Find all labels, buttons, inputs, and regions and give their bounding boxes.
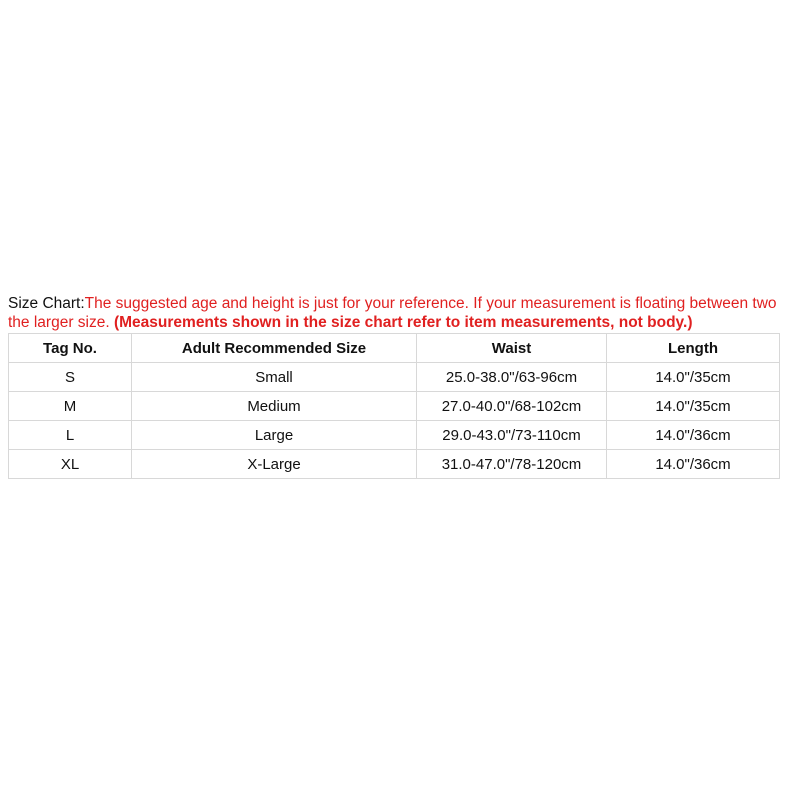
table-row	[9, 421, 780, 450]
cell-size: Medium	[132, 392, 417, 421]
size-chart-table	[8, 333, 780, 479]
notice-measurement-note: (Measurements shown in the size chart refer to item measurements, not body.)	[109, 314, 693, 331]
size-chart-notice	[8, 294, 800, 332]
cell-size: Large	[132, 421, 417, 450]
cell-tag: S	[9, 363, 132, 392]
cell-tag: L	[9, 421, 132, 450]
notice-text: The suggested age and height is just for your reference. If your measurement is floating between two	[84, 295, 777, 312]
table-row	[9, 450, 780, 479]
cell-length: 14.0"/35cm	[607, 392, 780, 421]
cell-length: 14.0"/36cm	[607, 450, 780, 479]
cell-waist: 31.0-47.0"/78-120cm	[417, 450, 607, 479]
cell-tag: XL	[9, 450, 132, 479]
header-adult-recommended-size: Adult Recommended Size	[132, 334, 417, 363]
cell-waist: 25.0-38.0"/63-96cm	[417, 363, 607, 392]
cell-size: Small	[132, 363, 417, 392]
table-row	[9, 363, 780, 392]
notice-line-1	[8, 294, 800, 313]
table-header-row	[9, 334, 780, 363]
header-waist: Waist	[417, 334, 607, 363]
cell-size: X-Large	[132, 450, 417, 479]
notice-line2-text: the larger size.	[8, 314, 110, 331]
cell-length: 14.0"/35cm	[607, 363, 780, 392]
table-row	[9, 392, 780, 421]
cell-waist: 27.0-40.0"/68-102cm	[417, 392, 607, 421]
cell-waist: 29.0-43.0"/73-110cm	[417, 421, 607, 450]
header-length: Length	[607, 334, 780, 363]
notice-label: Size Chart:	[8, 295, 85, 312]
cell-length: 14.0"/36cm	[607, 421, 780, 450]
header-tag-no: Tag No.	[9, 334, 132, 363]
notice-line-2	[8, 313, 800, 332]
cell-tag: M	[9, 392, 132, 421]
